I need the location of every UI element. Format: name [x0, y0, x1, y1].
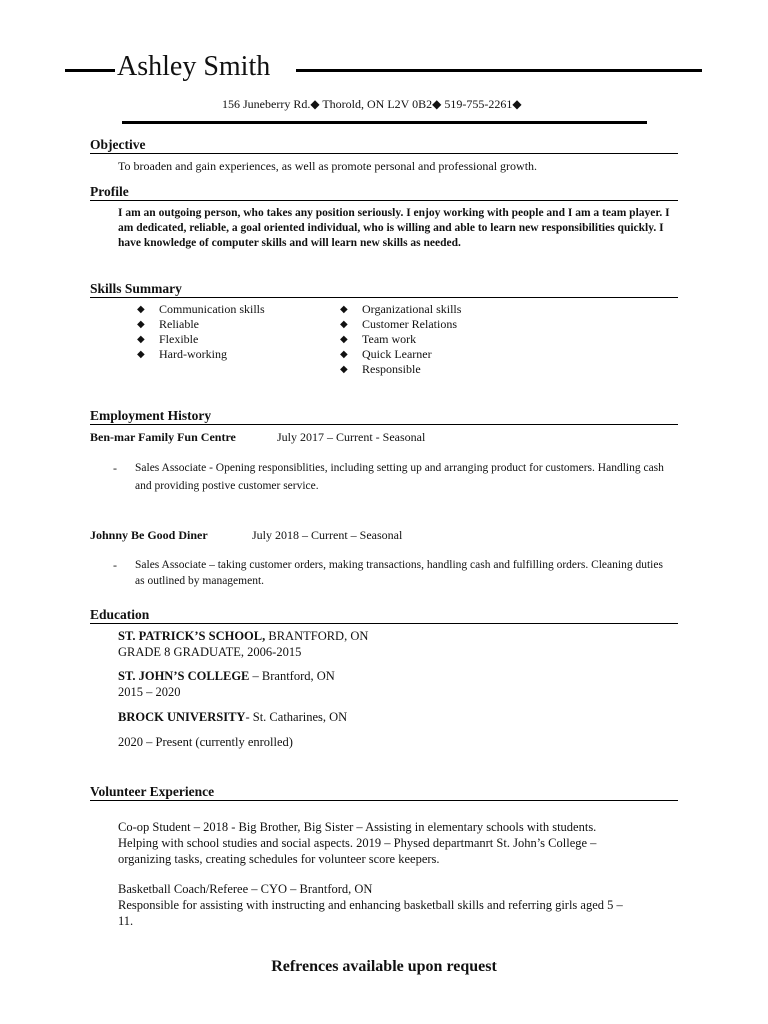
section-education	[90, 606, 678, 624]
skill-item: ◆ Quick Learner	[340, 347, 540, 362]
contact-rule	[122, 121, 647, 124]
section-volunteer	[90, 783, 678, 801]
skills-heading: Skills Summary	[90, 281, 186, 296]
education-heading: Education	[90, 607, 153, 622]
skill-item: ◆ Customer Relations	[340, 317, 540, 332]
skills-left-list	[137, 302, 327, 362]
objective-text: To broaden and gain experiences, as well as promote personal and professional growth.	[118, 159, 538, 173]
skill-item: ◆ Reliable	[137, 317, 327, 332]
section-employment	[90, 407, 678, 425]
job-dash: -	[113, 558, 117, 572]
job-dash: -	[113, 461, 117, 475]
school-name: ST. JOHN’S COLLEGE	[118, 669, 250, 683]
job-employer: Johnny Be Good Diner	[90, 528, 208, 542]
skill-item: ◆ Team work	[340, 332, 540, 347]
skill-item: ◆ Responsible	[340, 362, 540, 377]
volunteer-paragraph: Co-op Student – 2018 - Big Brother, Big Sister – Assisting in elementary schools with students. Helping with school studies and social aspects. 2019 – Physed departmanrt St. John’s College – organizing tasks, creating schedules for volunteer score keepers.	[118, 820, 597, 866]
profile-heading: Profile	[90, 184, 133, 199]
references-note: Refrences available upon request	[271, 958, 497, 975]
job-employer: Ben-mar Family Fun Centre	[90, 430, 236, 444]
skills-right-list	[340, 302, 540, 377]
education-entry	[118, 709, 347, 725]
objective-heading: Objective	[90, 137, 149, 152]
job-description: Sales Associate – taking customer orders, making transactions, handling cash and fulfilling orders. Cleaning duties as outlined by management.	[135, 559, 663, 587]
job-description: Sales Associate - Opening responsiblities, including setting up and arranging product for customers. Handling cash and providing postive customer service.	[135, 462, 664, 492]
education-entry	[118, 668, 335, 700]
school-detail: GRADE 8 GRADUATE, 2006-2015	[118, 645, 302, 659]
volunteer-paragraph: Responsible for assisting with instructing and enhancing basketball skills and referring girls aged 5 – 11.	[118, 898, 623, 928]
section-skills	[90, 280, 678, 298]
resume-name: Ashley Smith	[117, 51, 271, 82]
school-location: - St. Catharines, ON	[245, 710, 348, 724]
volunteer-heading: Volunteer Experience	[90, 784, 218, 799]
school-detail: 2020 – Present (currently enrolled)	[118, 735, 293, 749]
skill-item: ◆ Hard-working	[137, 347, 327, 362]
school-name: ST. PATRICK’S SCHOOL,	[118, 629, 266, 643]
job-dates: July 2018 – Current – Seasonal	[252, 528, 403, 542]
school-location: BRANTFORD, ON	[265, 629, 369, 643]
header-rule-left	[65, 69, 115, 72]
skill-item: ◆ Flexible	[137, 332, 327, 347]
employment-heading: Employment History	[90, 408, 215, 423]
header-rule-right	[296, 69, 702, 72]
education-entry	[118, 628, 368, 660]
skill-item: ◆ Communication skills	[137, 302, 327, 317]
volunteer-title: Basketball Coach/Referee – CYO – Brantford, ON	[118, 882, 373, 896]
section-objective	[90, 136, 678, 154]
contact-line: 156 Juneberry Rd.◆ Thorold, ON L2V 0B2◆ 519-755-2261◆	[222, 97, 522, 111]
school-detail: 2015 – 2020	[118, 685, 181, 699]
school-name: BROCK UNIVERSITY	[118, 710, 246, 724]
job-dates: July 2017 – Current - Seasonal	[277, 430, 426, 444]
profile-text: I am an outgoing person, who takes any position seriously. I enjoy working with people and I am a team player. I am dedicated, reliable, a goal oriented individual, who is willing and able to learn new responsibilities quickly. I have knowledge of computer skills and will learn new skills as needed.	[118, 207, 670, 249]
skill-item: ◆ Organizational skills	[340, 302, 540, 317]
section-profile	[90, 183, 678, 201]
school-location: – Brantford, ON	[249, 669, 335, 683]
